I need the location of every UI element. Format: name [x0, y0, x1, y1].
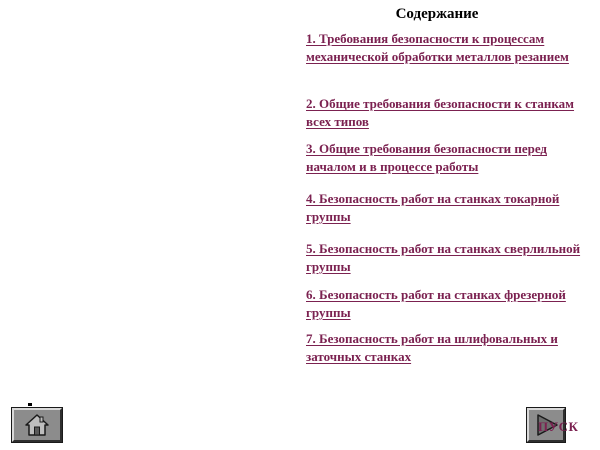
cursor-mark — [28, 403, 32, 406]
toc-item — [306, 30, 591, 66]
start-button-label[interactable]: ПУСК — [538, 419, 579, 434]
home-icon — [25, 414, 49, 436]
toc-item — [306, 190, 591, 226]
page-title: Содержание — [395, 6, 479, 22]
toc-link-2[interactable]: 2. Общие требования безопасности к станкам всех типов — [306, 96, 575, 129]
toc-item — [306, 140, 591, 176]
toc-link-4[interactable]: 4. Безопасность работ на станках токарной группы — [306, 191, 560, 224]
toc-item — [306, 330, 591, 366]
toc-item — [306, 286, 591, 322]
toc-link-1[interactable]: 1. Требования безопасности к процессам механической обработки металлов резанием — [306, 31, 569, 64]
toc-link-7[interactable]: 7. Безопасность работ на шлифовальных и заточных станках — [306, 331, 558, 364]
toc-item — [306, 240, 591, 276]
toc-link-3[interactable]: 3. Общие требования безопасности перед началом и в процессе работы — [306, 141, 547, 174]
toc-link-5[interactable]: 5. Безопасность работ на станках сверлильной группы — [306, 241, 581, 274]
home-button[interactable] — [12, 408, 62, 442]
toc-item — [306, 95, 591, 131]
toc-link-6[interactable]: 6. Безопасность работ на станках фрезерной группы — [306, 287, 566, 320]
